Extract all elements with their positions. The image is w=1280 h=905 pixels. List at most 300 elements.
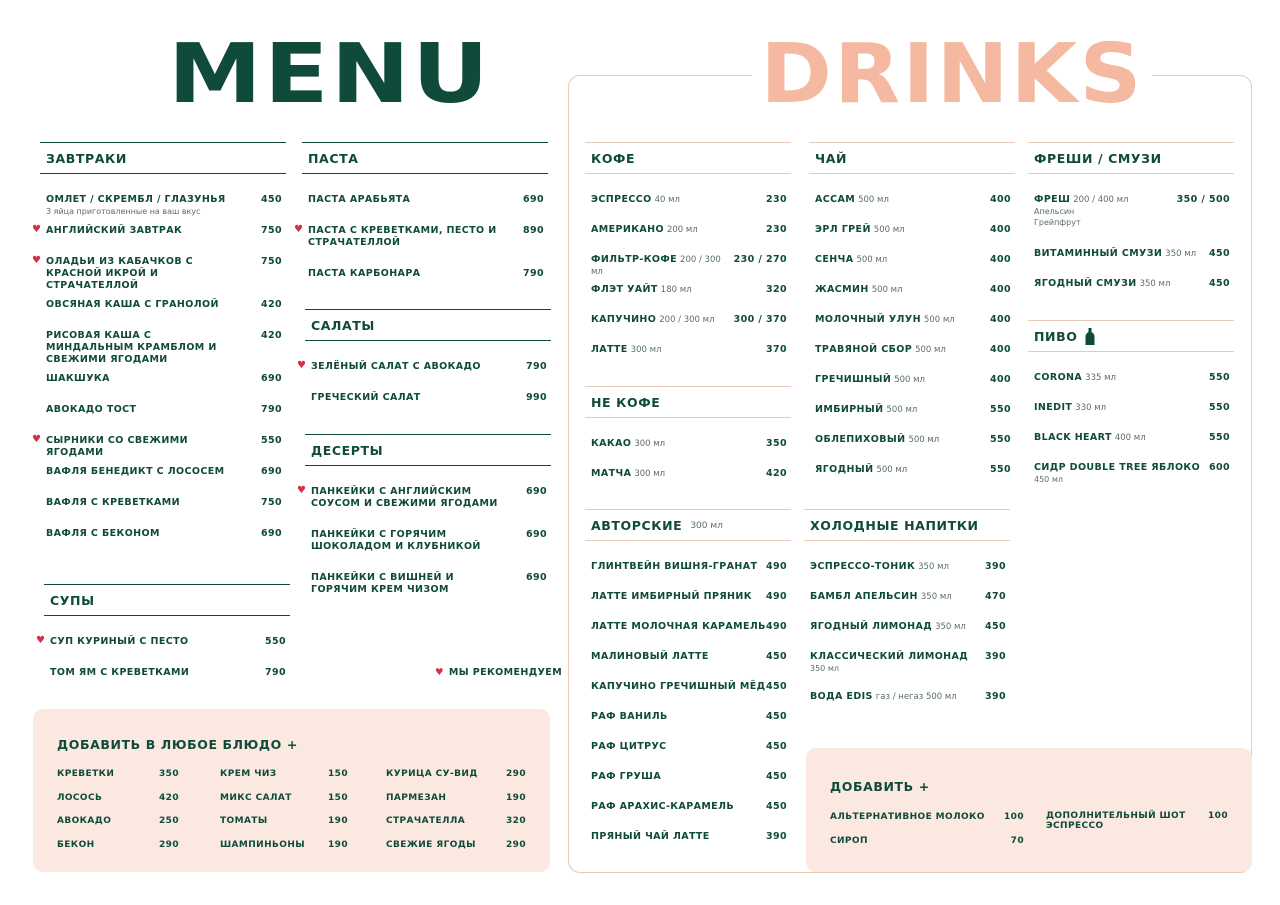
item-name: РИСОВАЯ КАША С МИНДАЛЬНЫМ КРАМБЛОМ И СВЕЖИМИ ЯГОДАМИ — [46, 330, 217, 365]
item-name-block — [815, 434, 939, 446]
menu-item — [804, 561, 1010, 591]
item-name-block — [1034, 278, 1170, 290]
menu-item — [585, 831, 791, 861]
item-name: ФЛЭТ УАЙТ — [591, 284, 658, 295]
item-price: 690 — [260, 373, 282, 384]
section-heading — [305, 309, 551, 341]
item-price: 750 — [260, 497, 282, 508]
item-price: 600 — [1208, 462, 1230, 473]
add-item-price: 290 — [506, 839, 526, 850]
item-price: 450 — [765, 801, 787, 812]
item-size: 350 мл — [920, 592, 952, 602]
item-size: 500 мл — [871, 285, 903, 295]
menu-item — [1028, 462, 1234, 492]
add-item-price: 190 — [328, 839, 348, 850]
section-heading — [804, 509, 1010, 541]
add-drink-box — [806, 748, 1252, 872]
add-drink-row — [1046, 812, 1228, 836]
item-name: КАПУЧИНО ГРЕЧИШНЫЙ МЁД — [591, 681, 766, 692]
item-price: 690 — [525, 572, 547, 583]
item-name-block — [591, 254, 734, 278]
add-item-name: БЕКОН — [57, 839, 95, 850]
item-name: ЯГОДНЫЙ СМУЗИ — [1034, 278, 1137, 289]
item-name-block — [591, 681, 765, 693]
section-heading — [1028, 142, 1234, 174]
item-name: ВАФЛЯ С КРЕВЕТКАМИ — [46, 497, 180, 508]
item-name: БАМБЛ АПЕЛЬСИН — [810, 591, 918, 602]
menu-item — [40, 194, 286, 225]
item-size: 400 мл — [1114, 433, 1146, 443]
item-list — [297, 485, 551, 615]
item-name-block — [311, 361, 481, 373]
bottle-icon — [1085, 328, 1095, 345]
item-size: 500 мл — [908, 435, 940, 445]
item-name: ПАСТА АРАБЬЯТА — [308, 194, 411, 205]
item-name: ПАСТА КАРБОНАРА — [308, 268, 421, 279]
item-name-block — [810, 591, 952, 603]
item-size: 500 мл — [915, 345, 946, 355]
menu-item — [40, 330, 286, 373]
section-title: НЕ КОФЕ — [591, 395, 661, 410]
item-name: МАТЧА — [591, 468, 632, 479]
item-name: ФРЕШ — [1034, 194, 1071, 205]
item-name-block — [591, 801, 734, 813]
add-food-title: ДОБАВИТЬ В ЛЮБОЕ БЛЮДО + — [57, 737, 298, 752]
item-price: 550 — [1208, 432, 1230, 443]
item-size: 500 мл — [873, 225, 905, 235]
add-item-row — [386, 816, 526, 840]
item-size: 350 мл — [1139, 279, 1171, 289]
add-item-price: 100 — [1004, 812, 1024, 822]
item-price: 490 — [765, 591, 787, 602]
add-item-row — [57, 840, 179, 864]
item-name: АССАМ — [815, 194, 856, 205]
section-heading — [305, 434, 551, 466]
menu-item — [305, 392, 551, 423]
menu-item — [809, 314, 1015, 344]
add-item-row — [57, 793, 179, 817]
section-subtitle: 300 мл — [690, 520, 723, 531]
menu-item — [40, 299, 286, 330]
item-name: СЕНЧА — [815, 254, 854, 265]
item-name-block — [810, 651, 968, 674]
item-name-block — [591, 831, 710, 843]
menu-item — [585, 468, 791, 498]
item-name-block — [50, 667, 189, 679]
item-name: ЭСПРЕССО-ТОНИК — [810, 561, 916, 572]
section-pasta — [294, 142, 548, 299]
add-item-name: МИКС САЛАТ — [220, 792, 292, 803]
add-food-col3 — [386, 769, 526, 863]
menu-item — [585, 438, 791, 468]
add-item-price: 190 — [328, 816, 348, 826]
item-name-block — [46, 330, 241, 366]
menu-title: MENU — [168, 27, 491, 122]
item-name: РАФ ЦИТРУС — [591, 741, 667, 752]
item-name: МАЛИНОВЫЙ ЛАТТЕ — [591, 651, 709, 662]
menu-item — [305, 572, 551, 615]
add-item-price: 190 — [506, 792, 526, 803]
item-name: ЖАСМИН — [815, 284, 869, 295]
item-price: 690 — [260, 528, 282, 539]
menu-item — [40, 528, 286, 559]
section-heading — [40, 142, 286, 174]
section-title: ЧАЙ — [815, 151, 848, 166]
add-item-row — [386, 840, 526, 864]
item-size: 350 мл — [935, 622, 966, 632]
item-size: 200 / 300 мл — [591, 255, 721, 277]
menu-item — [809, 344, 1015, 374]
add-item-name: СТРАЧАТЕЛЛА — [386, 816, 466, 826]
item-list — [294, 194, 548, 299]
item-price: 350 / 500 — [1176, 194, 1230, 205]
item-name: ЗЕЛЁНЫЙ САЛАТ С АВОКАДО — [311, 361, 481, 372]
menu-item — [585, 741, 791, 771]
add-item-name: КРЕМ ЧИЗ — [220, 769, 277, 779]
item-name-block — [46, 466, 224, 478]
item-price: 400 — [989, 374, 1011, 385]
menu-item — [585, 621, 791, 651]
section-cold — [804, 509, 1010, 721]
item-name-block — [815, 254, 887, 266]
menu-item — [809, 404, 1015, 434]
item-size: 300 мл — [634, 439, 666, 449]
item-price: 450 — [765, 771, 787, 782]
item-name: КАКАО — [591, 438, 632, 449]
item-note: 3 яйца приготовленные на ваш вкус — [46, 206, 201, 216]
item-name: CORONA — [1034, 372, 1083, 383]
heart-icon: ♥ — [32, 255, 42, 266]
recommend-legend — [435, 667, 562, 678]
item-name-block — [591, 741, 667, 753]
add-item-row — [57, 769, 179, 793]
item-name-block — [815, 284, 903, 296]
menu-item — [585, 651, 791, 681]
item-name: ПАСТА С КРЕВЕТКАМИ, ПЕСТО И СТРАЧАТЕЛЛОЙ — [308, 225, 497, 248]
item-price: 790 — [260, 404, 282, 415]
item-price: 400 — [989, 314, 1011, 325]
item-name: ВАФЛЯ БЕНЕДИКТ С ЛОСОСЕМ — [46, 466, 225, 477]
add-item-row — [220, 840, 348, 864]
add-item-name: ТОМАТЫ — [220, 816, 268, 826]
add-item-name: ДОПОЛНИТЕЛЬНЫЙ ШОТ ЭСПРЕССО — [1046, 811, 1186, 831]
item-size: 335 мл — [1085, 373, 1116, 383]
item-price: 790 — [522, 268, 544, 279]
item-name: INEDIT — [1034, 402, 1073, 413]
item-name-block — [815, 464, 907, 476]
add-food-col1 — [57, 769, 179, 863]
section-heading — [585, 509, 791, 541]
item-name: ОМЛЕТ / СКРЕМБЛ / ГЛАЗУНЬЯ — [46, 194, 226, 205]
item-price: 400 — [989, 284, 1011, 295]
item-list — [804, 561, 1010, 721]
item-name-block — [815, 404, 917, 416]
item-price: 470 — [984, 591, 1006, 602]
item-name-block — [815, 344, 946, 356]
item-size: 500 мл — [876, 465, 908, 475]
item-price: 390 — [984, 561, 1006, 572]
heart-icon: ♥ — [32, 434, 42, 445]
item-size: 200 мл — [666, 225, 698, 235]
item-list — [32, 194, 286, 559]
section-heading — [302, 142, 548, 174]
item-name-block — [591, 344, 661, 356]
item-price: 230 / 270 — [733, 254, 787, 265]
item-name-block — [591, 711, 668, 723]
item-list — [297, 360, 551, 423]
item-name: ЛАТТЕ МОЛОЧНАЯ КАРАМЕЛЬ — [591, 621, 766, 632]
item-price: 490 — [765, 621, 787, 632]
add-item-row — [386, 793, 526, 817]
item-price: 450 — [1208, 278, 1230, 289]
item-list — [36, 635, 290, 698]
section-title: ПИВО — [1034, 329, 1078, 344]
add-item-price: 100 — [1208, 811, 1228, 821]
add-item-name: КРЕВЕТКИ — [57, 769, 115, 779]
legend-label: МЫ РЕКОМЕНДУЕМ — [448, 667, 563, 678]
item-name: ВАФЛЯ С БЕКОНОМ — [46, 528, 160, 539]
item-name-block — [1034, 194, 1128, 228]
item-name: ТОМ ЯМ С КРЕВЕТКАМИ — [50, 667, 190, 678]
item-name: ИМБИРНЫЙ — [815, 404, 884, 415]
add-drink-col2 — [1046, 812, 1228, 836]
item-price: 690 — [260, 466, 282, 477]
item-name-block — [1034, 372, 1116, 384]
item-name: ЛАТТЕ ИМБИРНЫЙ ПРЯНИК — [591, 591, 752, 602]
item-name: ОВСЯНАЯ КАША С ГРАНОЛОЙ — [46, 299, 219, 310]
item-size: 40 мл — [654, 195, 680, 205]
item-size: 300 мл — [634, 469, 666, 479]
item-price: 790 — [525, 361, 547, 372]
item-name: ЛАТТЕ — [591, 344, 628, 355]
item-size: 500 мл — [894, 375, 925, 385]
item-name-block — [46, 225, 182, 237]
menu-item — [804, 591, 1010, 621]
item-name: ОБЛЕПИХОВЫЙ — [815, 434, 906, 445]
menu-item — [32, 224, 286, 256]
item-price: 400 — [989, 224, 1011, 235]
add-food-col2 — [220, 769, 348, 863]
item-price: 420 — [765, 468, 787, 479]
menu-item — [32, 434, 286, 466]
item-price: 450 — [984, 621, 1006, 632]
menu-item — [585, 711, 791, 741]
menu-item — [302, 194, 548, 225]
item-price: 550 — [264, 636, 286, 647]
item-price: 750 — [260, 225, 282, 236]
add-item-name: КУРИЦА СУ-ВИД — [386, 769, 478, 779]
item-name-block — [591, 224, 698, 236]
section-title: КОФЕ — [591, 151, 636, 166]
add-drink-row — [830, 836, 1024, 860]
menu-item — [585, 344, 791, 374]
item-name-block — [815, 194, 889, 206]
item-price: 890 — [522, 225, 544, 236]
item-price: 690 — [525, 486, 547, 497]
item-name-block — [815, 374, 925, 386]
item-price: 490 — [765, 561, 787, 572]
heart-icon: ♥ — [297, 360, 307, 371]
add-item-name: АЛЬТЕРНАТИВНОЕ МОЛОКО — [830, 812, 985, 822]
menu-item — [32, 255, 286, 299]
item-size: 330 мл — [1075, 403, 1107, 413]
item-name: РАФ АРАХИС-КАРАМЕЛЬ — [591, 801, 735, 812]
item-price: 320 — [765, 284, 787, 295]
item-name-block — [46, 497, 180, 509]
add-item-name: АВОКАДО — [57, 816, 112, 826]
add-item-name: ШАМПИНЬОНЫ — [220, 839, 306, 850]
section-breakfast — [32, 142, 286, 559]
item-price: 350 — [765, 438, 787, 449]
item-name-block — [591, 561, 757, 573]
item-size: 200 / 400 мл — [1073, 195, 1129, 205]
add-item-price: 150 — [328, 769, 348, 779]
item-name: ФИЛЬТР-КОФЕ — [591, 254, 678, 265]
item-name-block — [815, 224, 905, 236]
item-name-block — [591, 651, 709, 663]
item-price: 300 / 370 — [733, 314, 787, 325]
item-name: ЯГОДНЫЙ ЛИМОНАД — [810, 621, 933, 632]
item-name: ВИТАМИННЫЙ СМУЗИ — [1034, 248, 1163, 259]
add-item-price: 290 — [506, 769, 526, 779]
section-title: АВТОРСКИЕ — [591, 518, 683, 533]
item-name-block — [810, 691, 957, 703]
item-name-block — [46, 194, 226, 217]
menu-item — [297, 360, 551, 392]
item-price: 550 — [260, 435, 282, 446]
menu-item — [294, 224, 548, 268]
menu-item — [1028, 402, 1234, 432]
item-name: ПАНКЕЙКИ С АНГЛИЙСКИМ СОУСОМ И СВЕЖИМИ ЯГОДАМИ — [311, 486, 498, 509]
heart-icon: ♥ — [32, 224, 42, 235]
item-price: 400 — [989, 194, 1011, 205]
item-list — [585, 194, 791, 374]
item-list — [585, 438, 791, 498]
item-name-block — [1034, 432, 1146, 444]
section-desserts — [297, 434, 551, 615]
section-soups — [36, 584, 290, 698]
item-name: КЛАССИЧЕСКИЙ ЛИМОНАД — [810, 651, 969, 662]
item-name: ЭРЛ ГРЕЙ — [815, 224, 871, 235]
menu-item — [804, 691, 1010, 721]
item-price: 550 — [1208, 402, 1230, 413]
item-name-block — [591, 314, 715, 326]
heart-icon: ♥ — [294, 224, 304, 235]
item-name: РАФ ВАНИЛЬ — [591, 711, 668, 722]
drinks-title: DRINKS — [752, 34, 1152, 116]
item-price: 450 — [765, 681, 787, 692]
add-item-price: 70 — [1010, 835, 1024, 846]
section-coffee — [585, 142, 791, 374]
item-name: ЯГОДНЫЙ — [815, 464, 874, 475]
item-price: 230 — [765, 224, 787, 235]
item-size: 500 мл — [856, 255, 888, 265]
menu-item — [585, 801, 791, 831]
add-item-row — [220, 816, 348, 840]
section-title: СУПЫ — [50, 593, 95, 608]
menu-item — [1028, 372, 1234, 402]
item-name: СУП КУРИНЫЙ С ПЕСТО — [50, 636, 189, 647]
section-heading — [585, 386, 791, 418]
menu-item — [1028, 278, 1234, 308]
item-price: 990 — [525, 392, 547, 403]
add-item-price: 320 — [506, 816, 526, 826]
add-item-row — [220, 769, 348, 793]
item-name-block — [46, 528, 160, 540]
item-size: 500 мл — [886, 405, 918, 415]
add-item-price: 290 — [159, 839, 179, 850]
item-price: 420 — [260, 299, 282, 310]
item-name-block — [311, 529, 506, 553]
menu-item — [585, 194, 791, 224]
section-title: ДЕСЕРТЫ — [311, 443, 384, 458]
add-item-row — [386, 769, 526, 793]
section-signature — [585, 509, 791, 861]
item-price: 390 — [984, 691, 1006, 702]
add-item-name: ПАРМЕЗАН — [386, 792, 447, 803]
menu-item — [809, 284, 1015, 314]
item-name-block — [1034, 462, 1200, 485]
item-name: АМЕРИКАНО — [591, 224, 664, 235]
item-name: ПАНКЕЙКИ С ГОРЯЧИМ ШОКОЛАДОМ И КЛУБНИКОЙ — [311, 529, 481, 552]
item-name: ПРЯНЫЙ ЧАЙ ЛАТТЕ — [591, 831, 710, 842]
add-drink-col1 — [830, 812, 1024, 859]
item-name: ГРЕЧЕСКИЙ САЛАТ — [311, 392, 421, 403]
item-price: 550 — [989, 404, 1011, 415]
item-name-block — [46, 299, 219, 311]
heart-icon: ♥ — [435, 667, 444, 678]
item-name-block — [591, 771, 661, 783]
item-name: ГРЕЧИШНЫЙ — [815, 374, 892, 385]
menu-item — [809, 464, 1015, 494]
add-item-row — [57, 816, 179, 840]
item-name-block — [308, 225, 503, 249]
item-name-block — [815, 314, 955, 326]
menu-item — [809, 434, 1015, 464]
item-price: 450 — [260, 194, 282, 205]
item-list — [585, 561, 791, 861]
item-price: 450 — [765, 651, 787, 662]
item-name-block — [46, 404, 136, 416]
item-list — [1028, 372, 1234, 492]
item-price: 450 — [765, 741, 787, 752]
item-name-block — [311, 486, 506, 510]
menu-item — [1028, 432, 1234, 462]
item-list — [809, 194, 1015, 494]
item-name: РАФ ГРУША — [591, 771, 662, 782]
item-name-block — [810, 621, 966, 633]
item-name-block — [591, 591, 752, 603]
item-size: 500 мл — [923, 315, 955, 325]
item-name: ШАКШУКА — [46, 373, 110, 384]
item-price: 550 — [989, 464, 1011, 475]
item-name: МОЛОЧНЫЙ УЛУН — [815, 314, 921, 325]
section-fresh — [1028, 142, 1234, 308]
section-heading — [809, 142, 1015, 174]
item-name: ТРАВЯНОЙ СБОР — [815, 344, 913, 355]
item-note: Апельсин — [1034, 206, 1075, 216]
add-item-price: 250 — [159, 816, 179, 826]
item-price: 750 — [260, 256, 282, 267]
menu-item — [305, 529, 551, 572]
item-name: АНГЛИЙСКИЙ ЗАВТРАК — [46, 225, 183, 236]
add-item-name: СВЕЖИЕ ЯГОДЫ — [386, 839, 476, 850]
item-size: 200 / 300 мл — [659, 315, 715, 325]
menu-item — [40, 373, 286, 404]
item-size: 500 мл — [858, 195, 889, 205]
item-size: 300 мл — [630, 345, 662, 355]
menu-item — [809, 194, 1015, 224]
